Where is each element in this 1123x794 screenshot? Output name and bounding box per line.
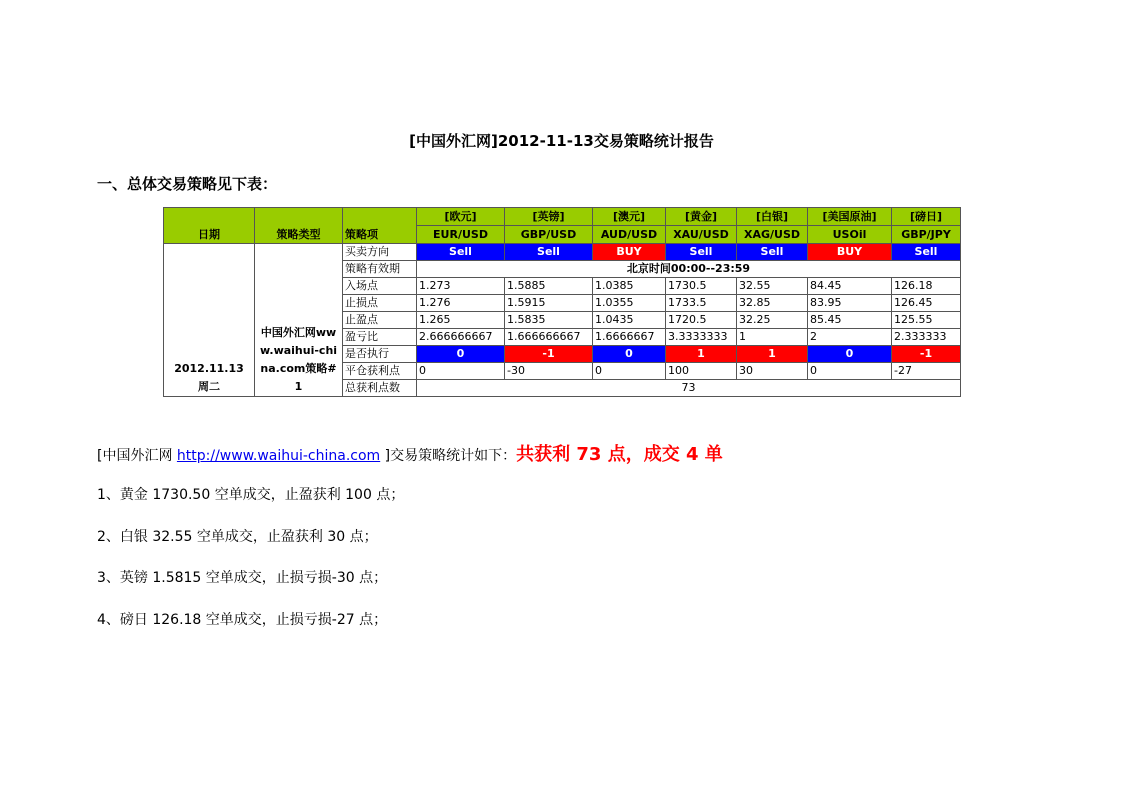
direction-cell: BUY <box>593 244 666 261</box>
header-instrument-cn: [黄金] <box>666 208 737 226</box>
target-cell: 1.0435 <box>593 312 666 329</box>
pips-cell: 0 <box>593 363 666 380</box>
summary-line <box>97 440 723 466</box>
pips-cell: 0 <box>417 363 505 380</box>
strategy-table <box>163 207 961 397</box>
section-heading: 一、总体交易策略见下表： <box>97 175 278 193</box>
target-cell: 32.25 <box>737 312 808 329</box>
row-label: 盈亏比 <box>343 329 417 346</box>
direction-cell: Sell <box>417 244 505 261</box>
row-label: 是否执行 <box>343 346 417 363</box>
pips-cell: 30 <box>737 363 808 380</box>
pips-cell: 0 <box>808 363 892 380</box>
executed-cell: 0 <box>808 346 892 363</box>
direction-cell: Sell <box>892 244 961 261</box>
target-cell: 125.55 <box>892 312 961 329</box>
header-instrument-cn: [白银] <box>737 208 808 226</box>
trade-item: 2、白银 32.55 空单成交，止盈获利 30 点； <box>97 529 378 545</box>
ratio-cell: 2 <box>808 329 892 346</box>
header-instrument-code: GBP/JPY <box>892 226 961 244</box>
date-cell <box>164 244 255 397</box>
header-instrument-cn: [欧元] <box>417 208 505 226</box>
header-instrument-code: XAU/USD <box>666 226 737 244</box>
pips-cell: 100 <box>666 363 737 380</box>
entry-cell: 126.18 <box>892 278 961 295</box>
target-cell: 1.265 <box>417 312 505 329</box>
entry-cell: 84.45 <box>808 278 892 295</box>
stop-cell: 83.95 <box>808 295 892 312</box>
target-cell: 1.5835 <box>505 312 593 329</box>
header-row-1 <box>164 208 961 226</box>
strategy-type-cell: 中国外汇网www.waihui-china.com策略#1 <box>255 244 343 397</box>
weekday-value: 周二 <box>198 380 220 393</box>
executed-cell: -1 <box>505 346 593 363</box>
ratio-cell: 1.666666667 <box>505 329 593 346</box>
stop-cell: 126.45 <box>892 295 961 312</box>
stop-cell: 1.0355 <box>593 295 666 312</box>
stop-cell: 1.5915 <box>505 295 593 312</box>
summary-highlight: 共获利 73 点，成交 4 单 <box>516 444 723 465</box>
target-cell: 1720.5 <box>666 312 737 329</box>
entry-cell: 32.55 <box>737 278 808 295</box>
row-label: 止损点 <box>343 295 417 312</box>
total-cell: 73 <box>417 380 961 397</box>
ratio-cell: 1 <box>737 329 808 346</box>
header-strategy-type: 策略类型 <box>255 208 343 244</box>
pips-cell: -30 <box>505 363 593 380</box>
entry-cell: 1.0385 <box>593 278 666 295</box>
stop-cell: 1733.5 <box>666 295 737 312</box>
stop-cell: 1.276 <box>417 295 505 312</box>
row-direction <box>164 244 961 261</box>
target-cell: 85.45 <box>808 312 892 329</box>
direction-cell: Sell <box>505 244 593 261</box>
pips-cell: -27 <box>892 363 961 380</box>
ratio-cell: 2.333333 <box>892 329 961 346</box>
executed-cell: -1 <box>892 346 961 363</box>
row-label: 总获利点数 <box>343 380 417 397</box>
validity-cell: 北京时间00:00--23:59 <box>417 261 961 278</box>
row-label: 平仓获利点 <box>343 363 417 380</box>
direction-cell: Sell <box>666 244 737 261</box>
trade-item: 1、黄金 1730.50 空单成交，止盈获利 100 点； <box>97 487 405 503</box>
header-instrument-cn: [澳元] <box>593 208 666 226</box>
direction-cell: BUY <box>808 244 892 261</box>
header-instrument-cn: [英镑] <box>505 208 593 226</box>
header-date: 日期 <box>164 208 255 244</box>
executed-cell: 1 <box>666 346 737 363</box>
row-label: 买卖方向 <box>343 244 417 261</box>
entry-cell: 1.273 <box>417 278 505 295</box>
header-instrument-code: GBP/USD <box>505 226 593 244</box>
date-value: 2012.11.13 <box>174 362 244 375</box>
header-instrument-cn: [美国原油] <box>808 208 892 226</box>
executed-cell: 0 <box>593 346 666 363</box>
header-instrument-code: USOil <box>808 226 892 244</box>
row-label: 策略有效期 <box>343 261 417 278</box>
entry-cell: 1.5885 <box>505 278 593 295</box>
direction-cell: Sell <box>737 244 808 261</box>
row-label: 入场点 <box>343 278 417 295</box>
ratio-cell: 2.666666667 <box>417 329 505 346</box>
entry-cell: 1730.5 <box>666 278 737 295</box>
header-instrument-code: XAG/USD <box>737 226 808 244</box>
executed-cell: 0 <box>417 346 505 363</box>
trade-item: 4、磅日 126.18 空单成交，止损亏损-27 点； <box>97 612 388 628</box>
header-instrument-code: EUR/USD <box>417 226 505 244</box>
stop-cell: 32.85 <box>737 295 808 312</box>
ratio-cell: 3.3333333 <box>666 329 737 346</box>
site-link[interactable]: http://www.waihui-china.com <box>176 448 381 464</box>
report-title: [中国外汇网]2012-11-13交易策略统计报告 <box>409 132 714 150</box>
summary-middle: ]交易策略统计如下： <box>380 448 517 464</box>
header-strategy-item: 策略项 <box>343 208 417 244</box>
summary-prefix: [中国外汇网 <box>97 448 177 464</box>
trade-item: 3、英镑 1.5815 空单成交，止损亏损-30 点； <box>97 570 388 586</box>
ratio-cell: 1.6666667 <box>593 329 666 346</box>
header-instrument-cn: [磅日] <box>892 208 961 226</box>
row-label: 止盈点 <box>343 312 417 329</box>
header-instrument-code: AUD/USD <box>593 226 666 244</box>
executed-cell: 1 <box>737 346 808 363</box>
